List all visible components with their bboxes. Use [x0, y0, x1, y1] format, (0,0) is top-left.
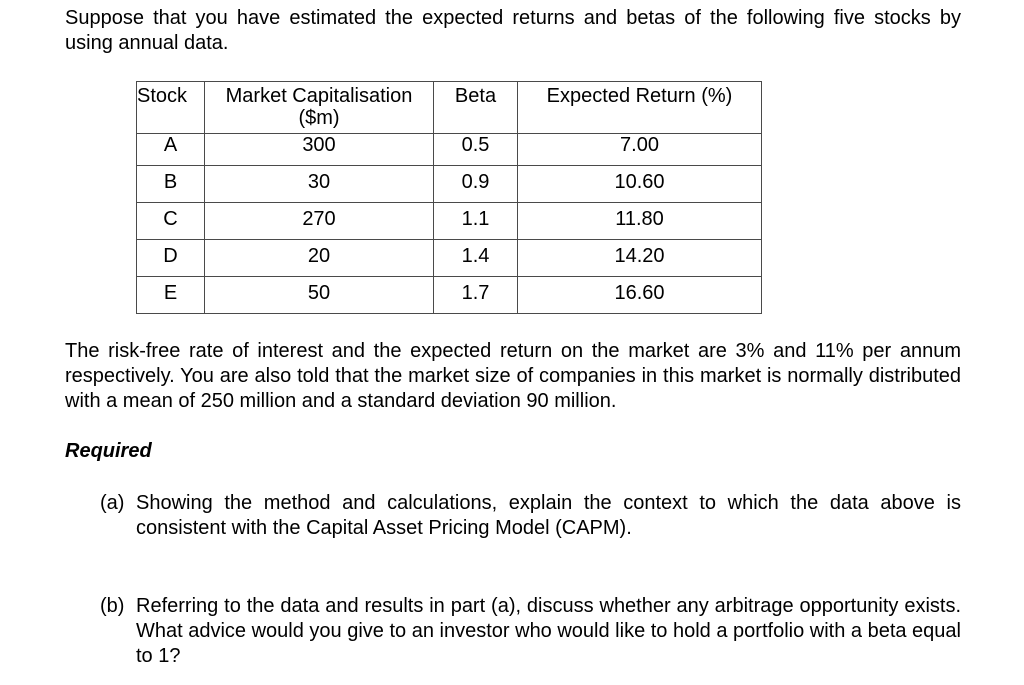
table-row — [137, 134, 762, 166]
cell-market-cap: 270 — [205, 203, 434, 240]
cell-stock: A — [137, 134, 205, 166]
cell-expected-return: 16.60 — [518, 277, 762, 314]
table-row — [137, 166, 762, 203]
cell-market-cap: 20 — [205, 240, 434, 277]
cell-market-cap: 300 — [205, 134, 434, 166]
stock-data-table — [136, 81, 762, 314]
question-b — [100, 594, 961, 669]
header-market-cap-label: Market Capitalisation — [225, 85, 413, 107]
cell-stock: E — [137, 277, 205, 314]
table-row — [137, 240, 762, 277]
cell-expected-return: 10.60 — [518, 166, 762, 203]
cell-stock: C — [137, 203, 205, 240]
question-b-text: Referring to the data and results in part (a), discuss whether any arbitrage opportunity exists. What advice would you give to an investor who would like to hold a portfolio with a beta equal to 1? — [136, 595, 961, 667]
cell-beta: 1.4 — [434, 240, 518, 277]
question-b-label: (b) — [100, 595, 125, 617]
cell-beta: 0.9 — [434, 166, 518, 203]
cell-expected-return: 7.00 — [518, 134, 762, 166]
question-a — [100, 491, 961, 541]
cell-market-cap: 50 — [205, 277, 434, 314]
question-a-label: (a) — [100, 492, 125, 514]
cell-market-cap: 30 — [205, 166, 434, 203]
cell-beta: 1.1 — [434, 203, 518, 240]
cell-beta: 1.7 — [434, 277, 518, 314]
market-info-paragraph: The risk-free rate of interest and the expected return on the market are 3% and 11% per annum respectively. You are also told that the market size of companies in this market is normally distributed with a mean of 250 million and a standard deviation 90 million. — [65, 340, 961, 412]
cell-expected-return: 11.80 — [518, 203, 762, 240]
header-market-cap-unit: ($m) — [298, 107, 340, 129]
table-row — [137, 277, 762, 314]
cell-stock: B — [137, 166, 205, 203]
header-market-cap — [205, 82, 434, 134]
cell-expected-return: 14.20 — [518, 240, 762, 277]
table-header-row — [137, 82, 762, 134]
cell-beta: 0.5 — [434, 134, 518, 166]
header-beta: Beta — [434, 82, 518, 134]
question-a-text: Showing the method and calculations, explain the context to which the data above is consistent with the Capital Asset Pricing Model (CAPM). — [136, 492, 961, 539]
header-expected-return: Expected Return (%) — [518, 82, 762, 134]
cell-stock: D — [137, 240, 205, 277]
required-heading: Required — [65, 440, 152, 462]
intro-paragraph: Suppose that you have estimated the expected returns and betas of the following five stocks by using annual data. — [65, 7, 961, 54]
table-row — [137, 203, 762, 240]
header-stock: Stock — [137, 82, 205, 134]
